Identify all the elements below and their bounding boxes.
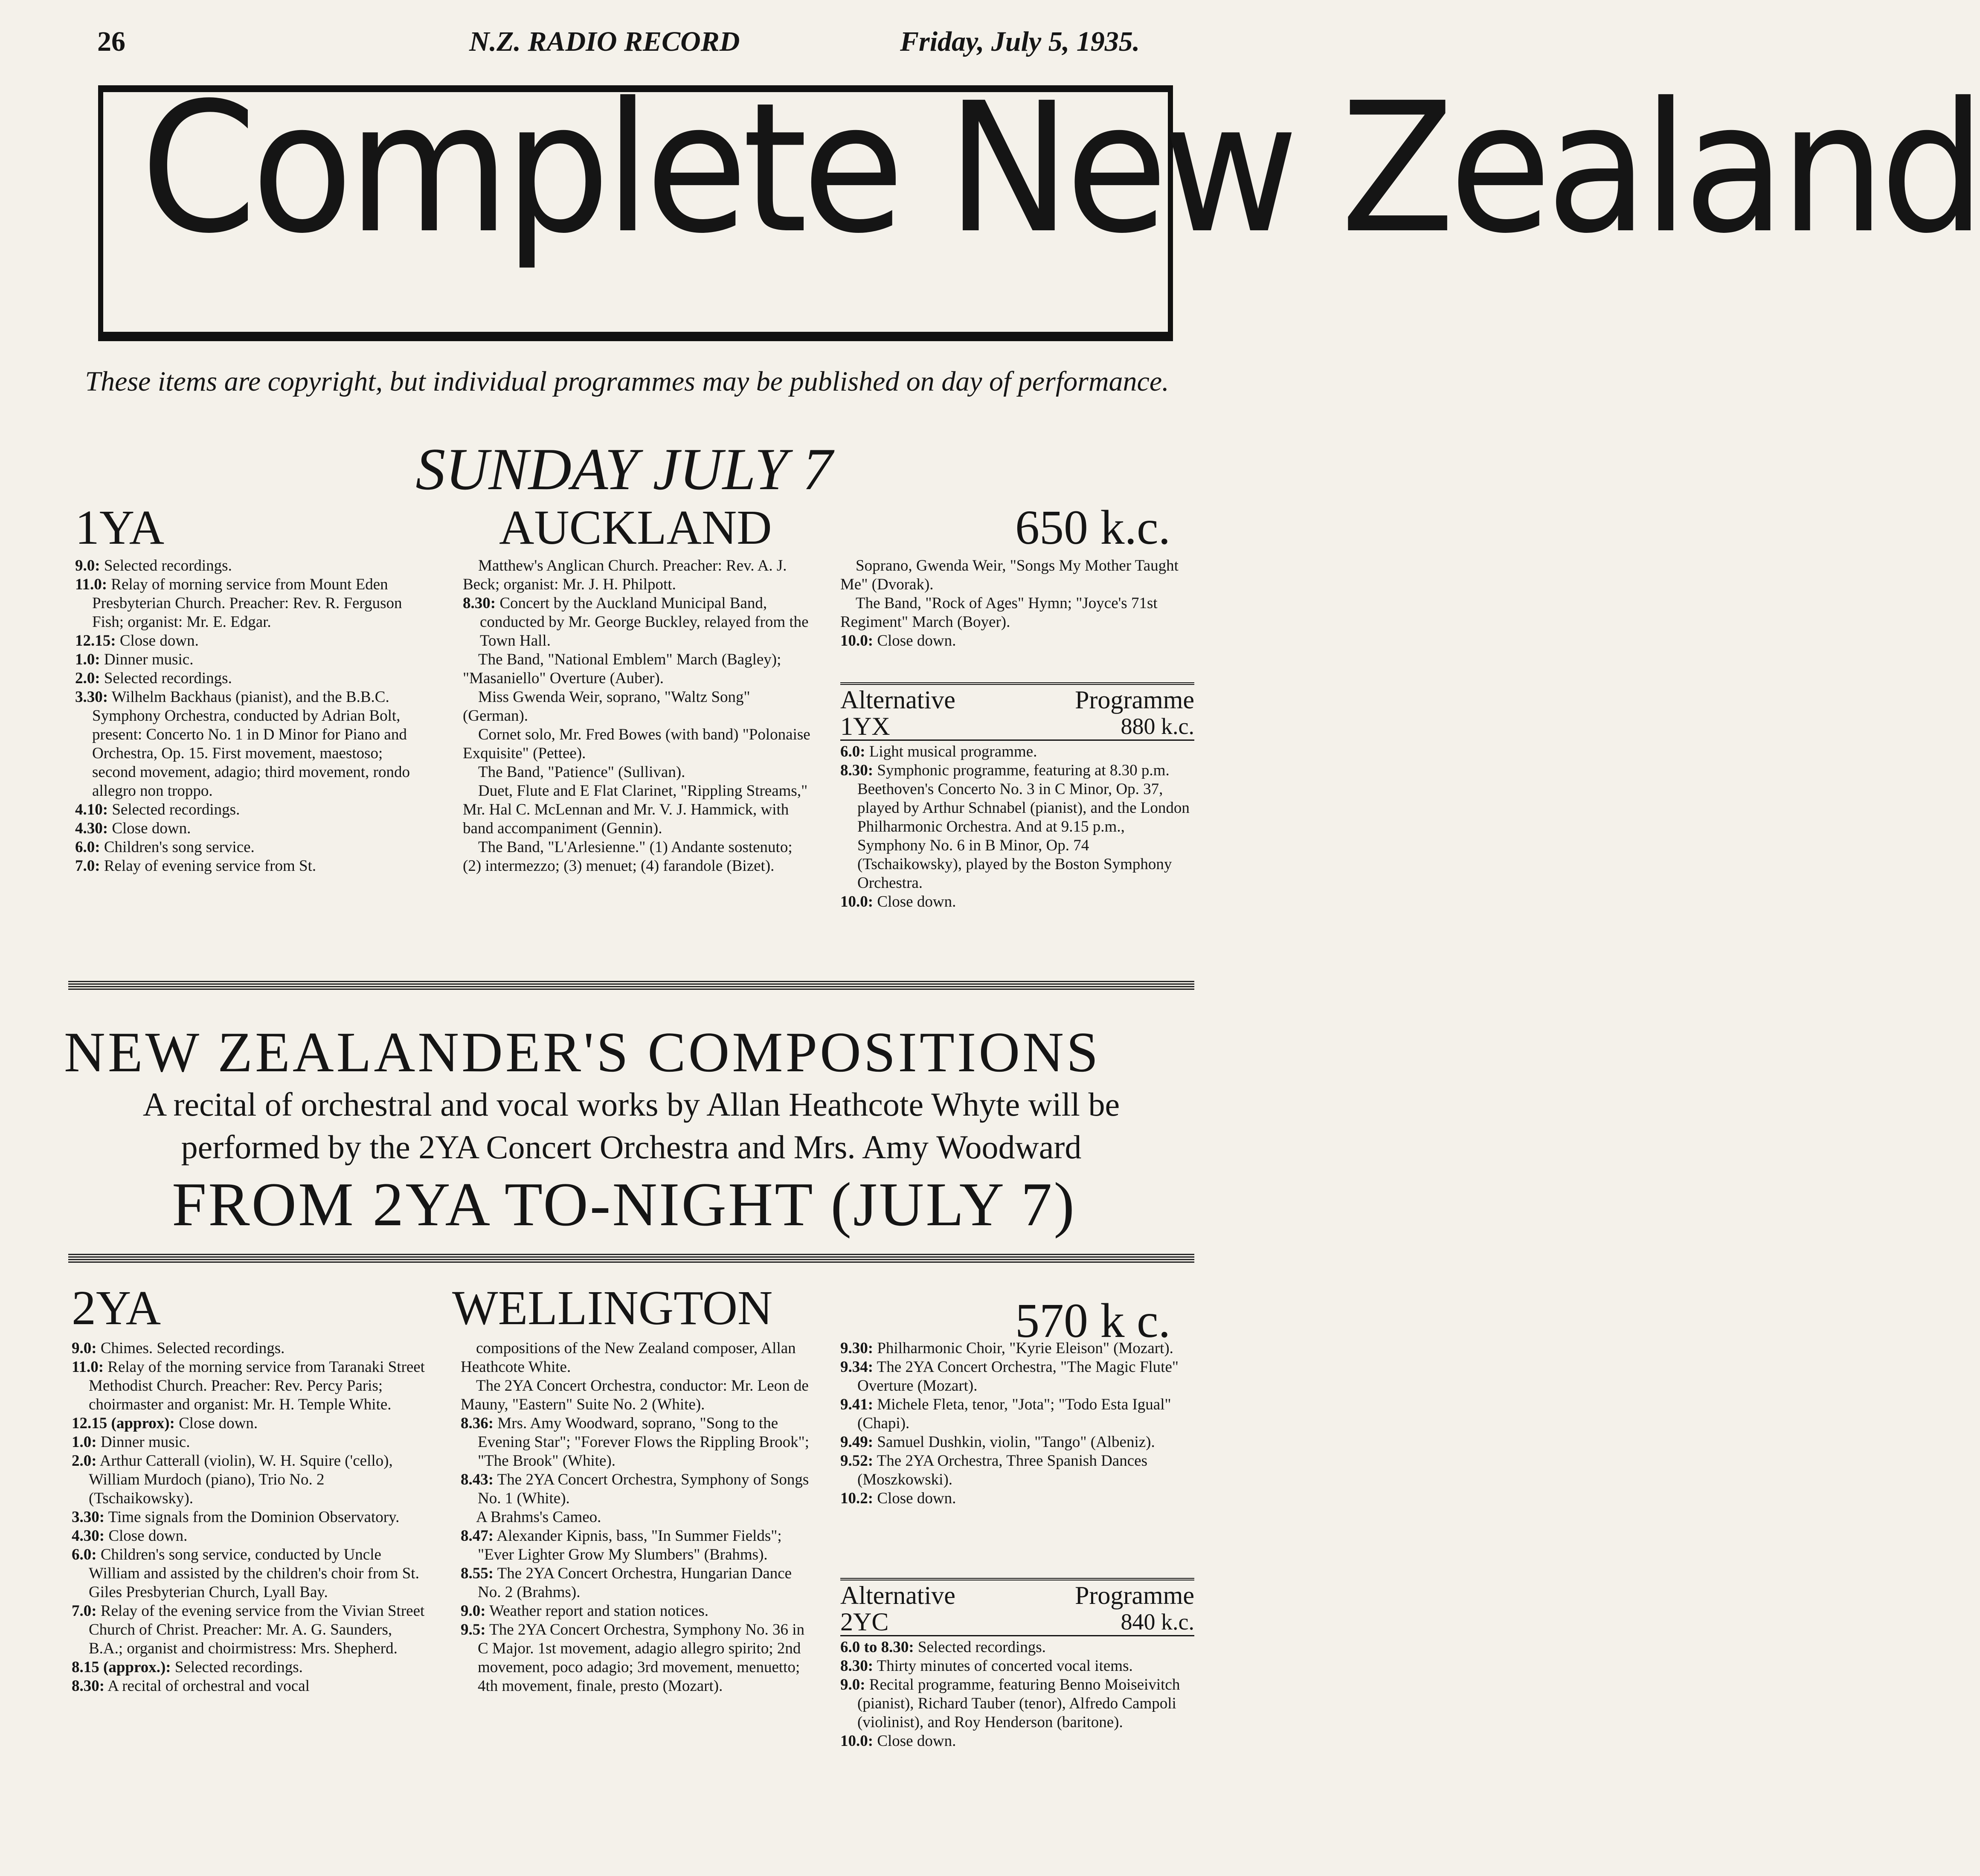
programme-text: Relay of the morning service from Taranaki Street Methodist Church. Preacher: Rev. Percy Paris; choirmaster and organist: Mr. H. Temple White. [89,1358,425,1413]
alt-1yx-items [840,742,1194,911]
auckland-city: AUCKLAND [499,500,772,554]
programme-time: 9.30: [840,1340,874,1357]
programme-time: 8.43: [461,1471,494,1488]
programme-time: 9.0: [72,1340,97,1357]
programme-text: The Band, "Rock of Ages" Hymn; "Joyce's 71st Regiment" March (Boyer). [840,594,1158,631]
programme-time: 12.15: [75,632,116,649]
programme-time: 8.55: [461,1565,494,1582]
programme-item [463,688,813,725]
programme-time: 6.0 to 8.30: [840,1638,914,1656]
programme-time: 6.0: [840,743,865,760]
feature-from-line: FROM 2YA TO-NIGHT (JULY 7) [172,1170,1076,1239]
programme-text: The 2YA Concert Orchestra, conductor: Mr. Leon de Mauny, "Eastern" Suite No. 2 (White). [461,1377,809,1413]
programme-item [75,650,429,669]
programme-time: 10.0: [840,1732,874,1750]
programme-time: 4.10: [75,801,108,818]
page-number: 26 [97,26,125,57]
masthead-banner [98,64,1980,341]
programme-text: Duet, Flute and E Flat Clarinet, "Rippling Streams," Mr. Hal C. McLennan and Mr. V. J. Hammick, with band accompaniment (Gennin). [463,782,808,837]
auckland-call-sign: 1YA [75,500,165,554]
programme-text: The Band, "National Emblem" March (Bagley); "Masaniello" Overture (Auber). [463,651,781,687]
divider-rule [68,1254,1194,1263]
programme-item [840,742,1194,761]
programme-time: 8.47: [461,1527,494,1545]
programme-time: 3.30: [75,688,108,706]
programme-item [840,893,1194,911]
alt-label-right: Programme [1075,686,1194,714]
programme-time: 9.49: [840,1433,874,1451]
programme-text: Concert by the Auckland Municipal Band, conducted by Mr. George Buckley, relayed from the Town Hall. [480,594,809,649]
programme-text: Dinner music. [100,1433,190,1451]
programme-item [463,838,813,876]
alt-frequency: 880 k.c. [1121,713,1194,739]
programme-item [72,1677,430,1696]
alt-2yc-items [840,1638,1194,1751]
programme-item [75,669,429,688]
programme-item [840,1657,1194,1676]
programme-item [72,1433,430,1452]
programme-text: The 2YA Concert Orchestra, "The Magic Flute" Overture (Mozart). [857,1358,1179,1395]
wellington-col3 [840,1339,1194,1508]
programme-text: Close down. [108,1527,188,1545]
programme-time: 9.34: [840,1358,874,1376]
programme-text: Arthur Catterall (violin), W. H. Squire ('cello), William Murdoch (piano), Trio No. 2 (Tschaikowsky). [89,1452,393,1507]
auckland-col1 [75,557,429,876]
programme-time: 2.0: [75,670,100,687]
programme-item [461,1621,813,1696]
programme-text: Weather report and station notices. [489,1602,708,1620]
programme-time: 1.0: [75,651,100,668]
programme-time: 4.30: [75,820,108,837]
programme-time: 8.30: [72,1677,105,1695]
programme-item [75,632,429,650]
programme-item [463,763,813,782]
programme-text: Children's song service, conducted by Uncle William and assisted by the children's choir from St. Giles Presbyterian Church, Lyall Bay. [89,1546,419,1601]
programme-text: Miss Gwenda Weir, soprano, "Waltz Song" (German). [463,688,750,725]
wellington-frequency: 570 k c. [1015,1293,1171,1348]
programme-text: Close down. [179,1415,258,1432]
programme-item [463,650,813,688]
programme-time: 8.30: [840,1657,874,1675]
programme-item [840,1358,1194,1395]
programme-item [463,782,813,838]
programme-item [72,1358,430,1414]
programme-item [72,1545,430,1602]
programme-text: Children's song service. [104,838,255,856]
programme-text: Chimes. Selected recordings. [100,1340,285,1357]
programme-text: A Brahms's Cameo. [476,1508,601,1526]
alt-label: Alternative [840,686,955,714]
programme-time: 9.0: [461,1602,486,1620]
programme-item [72,1527,430,1545]
programme-item [461,1602,813,1621]
programme-item [840,1732,1194,1751]
programme-text: A recital of orchestral and vocal [107,1677,310,1695]
programme-item [461,1564,813,1602]
programme-item [72,1602,430,1658]
programme-text: Recital programme, featuring Benno Moiseivitch (pianist), Richard Tauber (tenor), Alfredo Campoli (violinist), and Roy Henderson (baritone). [857,1676,1180,1731]
publication-name: N.Z. RADIO RECORD [469,26,740,57]
programme-time: 9.0: [75,557,100,574]
programme-time: 10.0: [840,632,874,649]
programme-item [840,1676,1194,1732]
programme-text: Philharmonic Choir, "Kyrie Eleison" (Mozart). [877,1340,1173,1357]
programme-text: The Band, "Patience" (Sullivan). [478,763,685,781]
programme-text: Light musical programme. [869,743,1037,760]
programme-item [461,1339,813,1377]
programme-text: Wilhelm Backhaus (pianist), and the B.B.C. Symphony Orchestra, conducted by Adrian Bolt, present: Concerto No. 1 in D Minor for Piano and Orchestra, Op. 15. First movement, maestoso; second movement, adagio; third movement, rondo allegro non troppo. [92,688,410,800]
programme-item [461,1470,813,1508]
programme-item [840,1339,1194,1358]
alt-label: Alternative [840,1581,955,1609]
programme-item [72,1658,430,1677]
programme-item [463,594,813,650]
programme-text: Relay of morning service from Mount Eden Presbyterian Church. Preacher: Rev. R. Ferguson Fish; organist: Mr. E. Edgar. [92,576,402,631]
programme-text: Selected recordings. [917,1638,1046,1656]
programme-text: Symphonic programme, featuring at 8.30 p.m. Beethoven's Concerto No. 3 in C Minor, Op. 37, played by Arthur Schnabel (pianist), and the London Philharmonic Orchestra. And at 9.15 p.m., Symphony No. 6 in B Minor, Op. 74 (Tschaikowsky), played by the Boston Symphony Orchestra. [857,762,1190,892]
programme-item [463,725,813,763]
programme-text: Selected recordings. [104,557,232,574]
alt-frequency: 840 k.c. [1121,1609,1194,1635]
programme-text: Matthew's Anglican Church. Preacher: Rev. A. J. Beck; organist: Mr. J. H. Philpott. [463,557,787,593]
wellington-col1 [72,1339,430,1696]
programme-text: Michele Fleta, tenor, "Jota"; "Todo Esta Igual" (Chapi). [857,1396,1171,1432]
issue-date: Friday, July 5, 1935. [900,26,1140,57]
programme-item [840,1433,1194,1452]
programme-time: 1.0: [72,1433,97,1451]
programme-item [75,838,429,857]
programme-item [840,632,1194,650]
programme-time: 7.0: [72,1602,97,1620]
programme-item [75,800,429,819]
programme-time: 9.0: [840,1676,865,1693]
programme-text: Close down. [112,820,191,837]
programme-item [840,1489,1194,1508]
programme-text: Soprano, Gwenda Weir, "Songs My Mother Taught Me" (Dvorak). [840,557,1179,593]
feature-title: NEW ZEALANDER'S COMPOSITIONS [64,1021,1101,1084]
programme-text: The 2YA Orchestra, Three Spanish Dances (Moszkowski). [857,1452,1147,1488]
programme-item [72,1508,430,1527]
auckland-col3 [840,557,1194,650]
masthead-title: Complete New Zealand [140,64,1980,273]
alt-call-sign: 2YC [840,1608,889,1636]
programme-text: Close down. [119,632,199,649]
wellington-city: WELLINGTON [452,1281,773,1335]
programme-item [461,1508,813,1527]
programme-item [72,1414,430,1433]
programme-time: 12.15 (approx): [72,1415,175,1432]
alt-label-right: Programme [1075,1581,1194,1609]
wellington-col2 [461,1339,813,1696]
programme-time: 8.36: [461,1415,494,1432]
programme-text: Relay of evening service from St. [104,857,316,875]
copyright-note: These items are copyright, but individual programmes may be published on day of performance. [85,366,1169,397]
programme-time: 6.0: [72,1546,97,1563]
programme-time: 9.52: [840,1452,874,1470]
programme-text: Selected recordings. [104,670,232,687]
programme-item [840,594,1194,632]
programme-time: 3.30: [72,1508,105,1526]
programme-time: 10.0: [840,893,874,910]
programme-item [840,1452,1194,1489]
programme-time: 9.5: [461,1621,486,1638]
programme-item [75,688,429,800]
programme-item [840,761,1194,893]
programme-time: 8.15 (approx.): [72,1659,171,1676]
programme-text: The 2YA Concert Orchestra, Hungarian Dance No. 2 (Brahms). [478,1565,792,1601]
programme-item [840,557,1194,594]
programme-item [463,557,813,594]
programme-time: 11.0: [72,1358,104,1376]
programme-text: compositions of the New Zealand composer, Allan Heathcote White. [461,1340,796,1376]
programme-text: The 2YA Concert Orchestra, Symphony of Songs No. 1 (White). [478,1471,809,1507]
programme-item [75,819,429,838]
programme-text: Time signals from the Dominion Observatory. [108,1508,400,1526]
programme-item [461,1527,813,1564]
programme-item [72,1452,430,1508]
programme-time: 6.0: [75,838,100,856]
programme-item [72,1339,430,1358]
alt-programme-2yc [840,1578,1194,1751]
programme-time: 8.30: [463,594,496,612]
auckland-frequency: 650 k.c. [1015,500,1171,554]
auckland-col2 [463,557,813,876]
programme-time: 10.2: [840,1490,874,1507]
programme-time: 7.0: [75,857,100,875]
programme-text: Thirty minutes of concerted vocal items. [877,1657,1133,1675]
programme-item [840,1395,1194,1433]
programme-time: 11.0: [75,576,107,593]
programme-time: 4.30: [72,1527,105,1545]
alt-programme-1yx [840,682,1194,911]
day-heading: SUNDAY JULY 7 [415,436,833,502]
programme-item [75,557,429,575]
programme-text: The Band, "L'Arlesienne." (1) Andante sostenuto; (2) intermezzo; (3) menuet; (4) farandole (Bizet). [463,838,793,875]
programme-item [75,575,429,632]
programme-text: Selected recordings. [112,801,240,818]
wellington-call-sign: 2YA [72,1281,161,1335]
programme-text: Samuel Dushkin, violin, "Tango" (Albeniz). [877,1433,1155,1451]
programme-text: Relay of the evening service from the Vivian Street Church of Christ. Preacher: Mr. A. G. Saunders, B.A.; organist and choirmistress: Mrs. Shepherd. [89,1602,425,1657]
programme-time: 8.30: [840,762,874,779]
programme-text: Close down. [877,1490,956,1507]
programme-item [840,1638,1194,1657]
programme-text: Close down. [877,893,956,910]
programme-time: 2.0: [72,1452,97,1470]
programme-item [75,857,429,876]
feature-subtitle: A recital of orchestral and vocal works by Allan Heathcote Whyte will be performed by the 2YA Concert Orchestra and Mrs. Amy Woodward [142,1086,1120,1166]
divider-rule [68,981,1194,990]
programme-time: 9.41: [840,1396,874,1413]
alt-call-sign: 1YX [840,712,890,740]
programme-text: Selected recordings. [174,1659,303,1676]
programme-text: The 2YA Concert Orchestra, Symphony No. 36 in C Major. 1st movement, adagio allegro spirito; 2nd movement, poco adagio; 3rd movement, menuetto; 4th movement, finale, presto (Mozart). [478,1621,805,1695]
programme-text: Cornet solo, Mr. Fred Bowes (with band) "Polonaise Exquisite" (Pettee). [463,726,810,762]
programme-text: Mrs. Amy Woodward, soprano, "Song to the Evening Star"; "Forever Flows the Rippling Brook"; "The Brook" (White). [478,1415,810,1470]
programme-text: Close down. [877,1732,956,1750]
programme-text: Dinner music. [104,651,194,668]
programme-item [461,1414,813,1470]
programme-item [461,1377,813,1414]
programme-text: Alexander Kipnis, bass, "In Summer Fields"; "Ever Lighter Grow My Slumbers" (Brahms). [478,1527,782,1563]
programme-text: Close down. [877,632,956,649]
